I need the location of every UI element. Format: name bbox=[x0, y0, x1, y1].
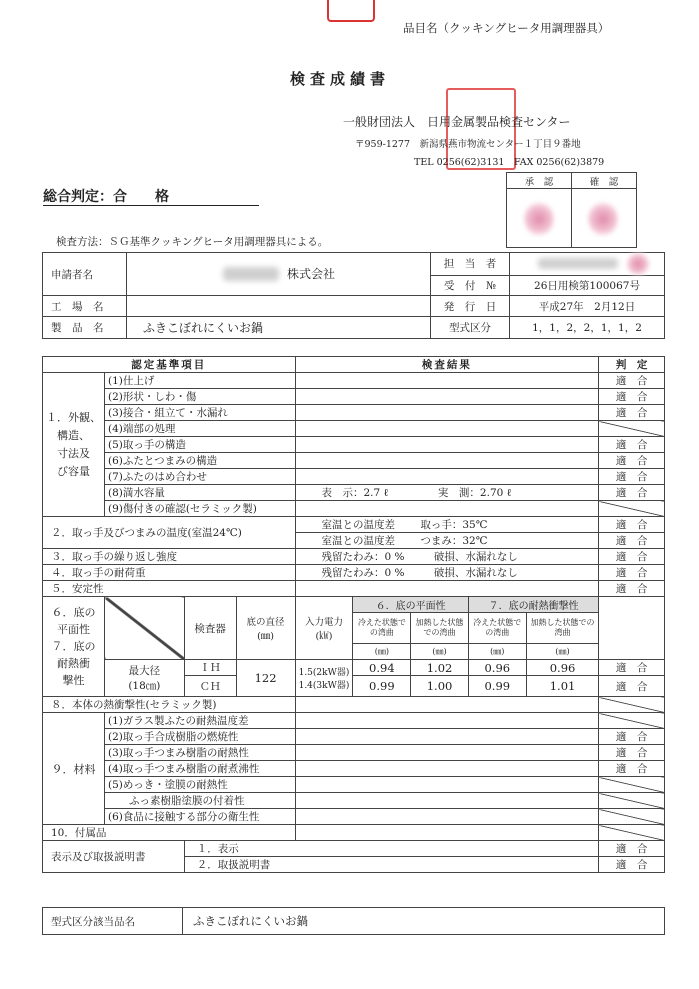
applicant-label: 申請者名 bbox=[43, 253, 127, 296]
applicant-value: 株式会社 bbox=[287, 267, 336, 281]
footer-label: 型式区分該当品名 bbox=[43, 908, 183, 935]
footer-value: ふきこぼれにくいお鍋 bbox=[183, 908, 665, 935]
organization-tel: TEL 0256(62)3131 FAX 0256(62)3879 bbox=[414, 157, 605, 168]
group9-item: ふっ素樹脂塗膜の付着性 bbox=[105, 793, 296, 809]
judge-not-applicable bbox=[599, 777, 665, 793]
row2-result-text: つまみ：32℃ bbox=[420, 535, 488, 547]
sub-hot: 加熱した状態での湾曲 bbox=[526, 613, 599, 644]
factory-value bbox=[127, 296, 431, 317]
item-name: 品目名（クッキングヒータ用調理器具） bbox=[403, 21, 610, 35]
group1-item: (2)形状・しわ・傷 bbox=[105, 389, 296, 405]
approve-header: 承 認 bbox=[507, 173, 572, 189]
sub-unit: (㎜) bbox=[411, 644, 469, 660]
row2-result-text: 室温との温度差 bbox=[321, 535, 395, 547]
product-label: 製 品 名 bbox=[43, 317, 127, 339]
judge-pass: 適 合 bbox=[599, 761, 665, 777]
judge-header: 判 定 bbox=[599, 357, 665, 373]
sub-unit: (㎜) bbox=[353, 644, 411, 660]
group1-item: (6)ふたとつまみの構造 bbox=[105, 453, 296, 469]
judge-pass: 適 合 bbox=[599, 565, 665, 581]
ch-flat-cold: 0.99 bbox=[353, 676, 411, 697]
judge-pass: 適 合 bbox=[599, 485, 665, 501]
result-cell bbox=[295, 729, 599, 745]
result-cell bbox=[295, 809, 599, 825]
row11-item: ２．取扱説明書 bbox=[184, 857, 599, 873]
approval-table bbox=[506, 172, 637, 248]
judge-pass: 適 合 bbox=[599, 581, 665, 597]
max-diameter-value: (18㎝) bbox=[128, 680, 161, 692]
group9-item: (4)取っ手つまみ樹脂の耐煮沸性 bbox=[105, 761, 296, 777]
group1-label bbox=[43, 373, 105, 517]
issue-label: 発 行 日 bbox=[431, 296, 510, 317]
judge-pass: 適 合 bbox=[599, 453, 665, 469]
footer-table bbox=[42, 907, 665, 935]
type-value: 1，1，2，2，1，1，2 bbox=[510, 317, 665, 339]
overall-judgment: 総合判定：合 格 bbox=[43, 189, 169, 205]
row3-result bbox=[295, 549, 599, 565]
criteria-header: 認定基準項目 bbox=[43, 357, 296, 373]
judge-pass: 適 合 bbox=[599, 533, 665, 549]
row3-result-text: 破損、水漏れなし bbox=[433, 551, 518, 563]
row11-item: １．表示 bbox=[184, 841, 599, 857]
sub-unit: (㎜) bbox=[526, 644, 599, 660]
issue-value: 平成27年 2月12日 bbox=[510, 296, 665, 317]
judge-not-applicable bbox=[599, 809, 665, 825]
group9-item: (6)食品に接触する部分の衛生性 bbox=[105, 809, 296, 825]
power-header-text: 入力電力 bbox=[304, 617, 343, 628]
judgment-underline bbox=[43, 205, 259, 206]
group1-item: (1)仕上げ bbox=[105, 373, 296, 389]
group9-item: (1)ガラス製ふたの耐熱温度差 bbox=[105, 713, 296, 729]
flatness-header: ６．底の平面性 bbox=[353, 597, 468, 613]
row4-result bbox=[295, 565, 599, 581]
diameter-header-text: 底の直径 bbox=[246, 617, 285, 628]
judge-pass: 適 合 bbox=[599, 745, 665, 761]
group1-item: (8)満水容量 bbox=[105, 485, 296, 501]
judge-pass: 適 合 bbox=[599, 549, 665, 565]
group1-item: (4)端部の処理 bbox=[105, 421, 296, 437]
judge-pass: 適 合 bbox=[599, 857, 665, 873]
row8-label: ８．本体の熱衝撃性(セラミック製) bbox=[43, 697, 296, 713]
sub-cold: 冷えた状態での湾曲 bbox=[468, 613, 526, 644]
result-cell bbox=[295, 745, 599, 761]
capacity-result bbox=[295, 485, 599, 501]
result-cell bbox=[295, 373, 599, 389]
factory-label: 工 場 名 bbox=[43, 296, 127, 317]
group1-label-line: １．外観、 bbox=[46, 410, 101, 424]
group1-label-line: 寸法及 bbox=[57, 446, 90, 460]
organization-address: 〒959-1277 新潟県燕市物流センター１丁目９番地 bbox=[355, 139, 581, 150]
approve-stamp-cell bbox=[507, 189, 572, 248]
result-cell bbox=[295, 389, 599, 405]
group67-judge-header bbox=[599, 597, 665, 660]
person-label: 担 当 者 bbox=[431, 253, 510, 276]
power-value-line: 1.5(2kW器) bbox=[298, 668, 350, 678]
redacted-name bbox=[223, 267, 279, 281]
product-value: ふきこぼれにくいお鍋 bbox=[127, 317, 431, 339]
receipt-value: 26日用検第100067号 bbox=[510, 275, 665, 295]
person-stamp bbox=[626, 253, 650, 275]
judge-pass: 適 合 bbox=[599, 373, 665, 389]
judge-not-applicable bbox=[599, 713, 665, 729]
ih-flat-cold: 0.94 bbox=[353, 660, 411, 676]
row3-result-text: 残留たわみ：0 % bbox=[321, 551, 405, 563]
ih-heat-hot: 0.96 bbox=[526, 660, 599, 676]
redacted-person bbox=[538, 258, 618, 269]
judge-not-applicable bbox=[599, 825, 665, 841]
group9-label: ９．材料 bbox=[43, 713, 105, 825]
judge-not-applicable bbox=[599, 501, 665, 517]
result-cell bbox=[295, 761, 599, 777]
row4-result-text: 破損、水漏れなし bbox=[433, 567, 518, 579]
group67-label-line: 撃性 bbox=[62, 674, 85, 687]
organization-name: 一般財団法人 日用金属製品検査センター bbox=[343, 115, 571, 129]
judge-not-applicable bbox=[599, 697, 665, 713]
power-value bbox=[295, 660, 353, 697]
top-seal bbox=[327, 0, 375, 22]
applicant-value-cell bbox=[127, 253, 431, 296]
group67-label-line: ７．底の bbox=[51, 640, 96, 653]
result-header: 検査結果 bbox=[295, 357, 599, 373]
group1-item: (3)接合・組立て・水漏れ bbox=[105, 405, 296, 421]
judge-pass: 適 合 bbox=[599, 729, 665, 745]
judge-pass: 適 合 bbox=[599, 517, 665, 533]
result-cell bbox=[295, 793, 599, 809]
judge-pass: 適 合 bbox=[599, 841, 665, 857]
approve-stamp bbox=[524, 201, 554, 237]
ih-flat-hot: 1.02 bbox=[411, 660, 469, 676]
heater-ih: ＩＨ bbox=[184, 660, 236, 676]
row3-label: ３．取っ手の繰り返し強度 bbox=[43, 549, 296, 565]
confirm-header: 確 認 bbox=[572, 173, 637, 189]
ch-heat-hot: 1.01 bbox=[526, 676, 599, 697]
sub-cold: 冷えた状態での湾曲 bbox=[353, 613, 411, 644]
power-value-line: 1.4(3kW器) bbox=[298, 681, 350, 691]
group1-item: (7)ふたのはめ合わせ bbox=[105, 469, 296, 485]
diameter-value: 122 bbox=[236, 660, 295, 697]
capacity-measured: 実 測：2.70 ℓ bbox=[437, 487, 512, 499]
power-unit: (㎾) bbox=[315, 631, 333, 642]
inspection-method: 検査方法：ＳＧ基準クッキングヒータ用調理器具による。 bbox=[56, 236, 329, 248]
person-value-cell bbox=[510, 253, 665, 276]
row4-label: ４．取っ手の耐荷重 bbox=[43, 565, 296, 581]
max-diameter-cell bbox=[105, 660, 185, 697]
judge-pass: 適 合 bbox=[599, 660, 665, 676]
document-title: 検査成績書 bbox=[290, 70, 391, 88]
judge-not-applicable bbox=[599, 793, 665, 809]
result-cell bbox=[295, 421, 599, 437]
type-label: 型式区分 bbox=[431, 317, 510, 339]
sub-hot: 加熱した状態での湾曲 bbox=[411, 613, 469, 644]
power-header bbox=[295, 597, 353, 660]
group67-label-line: 平面性 bbox=[57, 623, 90, 636]
result-cell bbox=[295, 405, 599, 421]
row2-result-1 bbox=[295, 517, 599, 533]
confirm-stamp bbox=[588, 201, 618, 237]
group9-item: (3)取っ手つまみ樹脂の耐熱性 bbox=[105, 745, 296, 761]
result-cell bbox=[295, 469, 599, 485]
row8-result bbox=[295, 697, 599, 713]
capacity-display: 表 示：2.7 ℓ bbox=[321, 487, 389, 499]
judge-pass: 適 合 bbox=[599, 389, 665, 405]
ch-flat-hot: 1.00 bbox=[411, 676, 469, 697]
group1-item: (5)取っ手の構造 bbox=[105, 437, 296, 453]
group1-label-line: 構造、 bbox=[57, 428, 90, 442]
heater-ch: ＣＨ bbox=[184, 676, 236, 697]
sub-unit: (㎜) bbox=[468, 644, 526, 660]
max-diameter-label: 最大径 bbox=[128, 665, 161, 677]
group1-label-line: び容量 bbox=[57, 464, 90, 478]
group1-item: (9)傷付きの確認(セラミック製) bbox=[105, 501, 296, 517]
confirm-stamp-cell bbox=[572, 189, 637, 248]
result-cell bbox=[295, 713, 599, 729]
ih-heat-cold: 0.96 bbox=[468, 660, 526, 676]
row2-label: ２．取っ手及びつまみの温度(室温24℃) bbox=[43, 517, 296, 549]
judge-pass: 適 合 bbox=[599, 469, 665, 485]
judge-pass: 適 合 bbox=[599, 405, 665, 421]
heater-header: 検査器 bbox=[184, 597, 236, 660]
result-cell bbox=[295, 501, 599, 517]
diameter-unit: (㎜) bbox=[257, 631, 275, 642]
group9-item: (5)めっき・塗膜の耐熱性 bbox=[105, 777, 296, 793]
row5-result bbox=[295, 581, 599, 597]
group67-label bbox=[43, 597, 105, 697]
row10-label: 10．付属品 bbox=[43, 825, 296, 841]
receipt-label: 受 付 № bbox=[431, 275, 510, 295]
row11-label: 表示及び取扱説明書 bbox=[43, 841, 185, 873]
info-table bbox=[42, 252, 665, 339]
judge-pass: 適 合 bbox=[599, 437, 665, 453]
group67-diagonal bbox=[105, 597, 185, 660]
diameter-header bbox=[236, 597, 295, 660]
row2-result-2 bbox=[295, 533, 599, 549]
group9-item: (2)取っ手合成樹脂の燃焼性 bbox=[105, 729, 296, 745]
inspection-table bbox=[42, 356, 665, 873]
row2-result-text: 室温との温度差 bbox=[321, 519, 395, 531]
row5-label: ５．安定性 bbox=[43, 581, 296, 597]
heat-shock-header: ７．底の耐熱衝撃性 bbox=[468, 597, 598, 613]
row10-result bbox=[295, 825, 599, 841]
judge-pass: 適 合 bbox=[599, 676, 665, 697]
result-cell bbox=[295, 437, 599, 453]
group67-label-line: ６．底の bbox=[51, 606, 96, 619]
row4-result-text: 残留たわみ：0 % bbox=[321, 567, 405, 579]
result-cell bbox=[295, 777, 599, 793]
group67-label-line: 耐熱衝 bbox=[57, 657, 90, 670]
ch-heat-cold: 0.99 bbox=[468, 676, 526, 697]
row2-result-text: 取っ手：35℃ bbox=[420, 519, 488, 531]
judge-not-applicable bbox=[599, 421, 665, 437]
result-cell bbox=[295, 453, 599, 469]
